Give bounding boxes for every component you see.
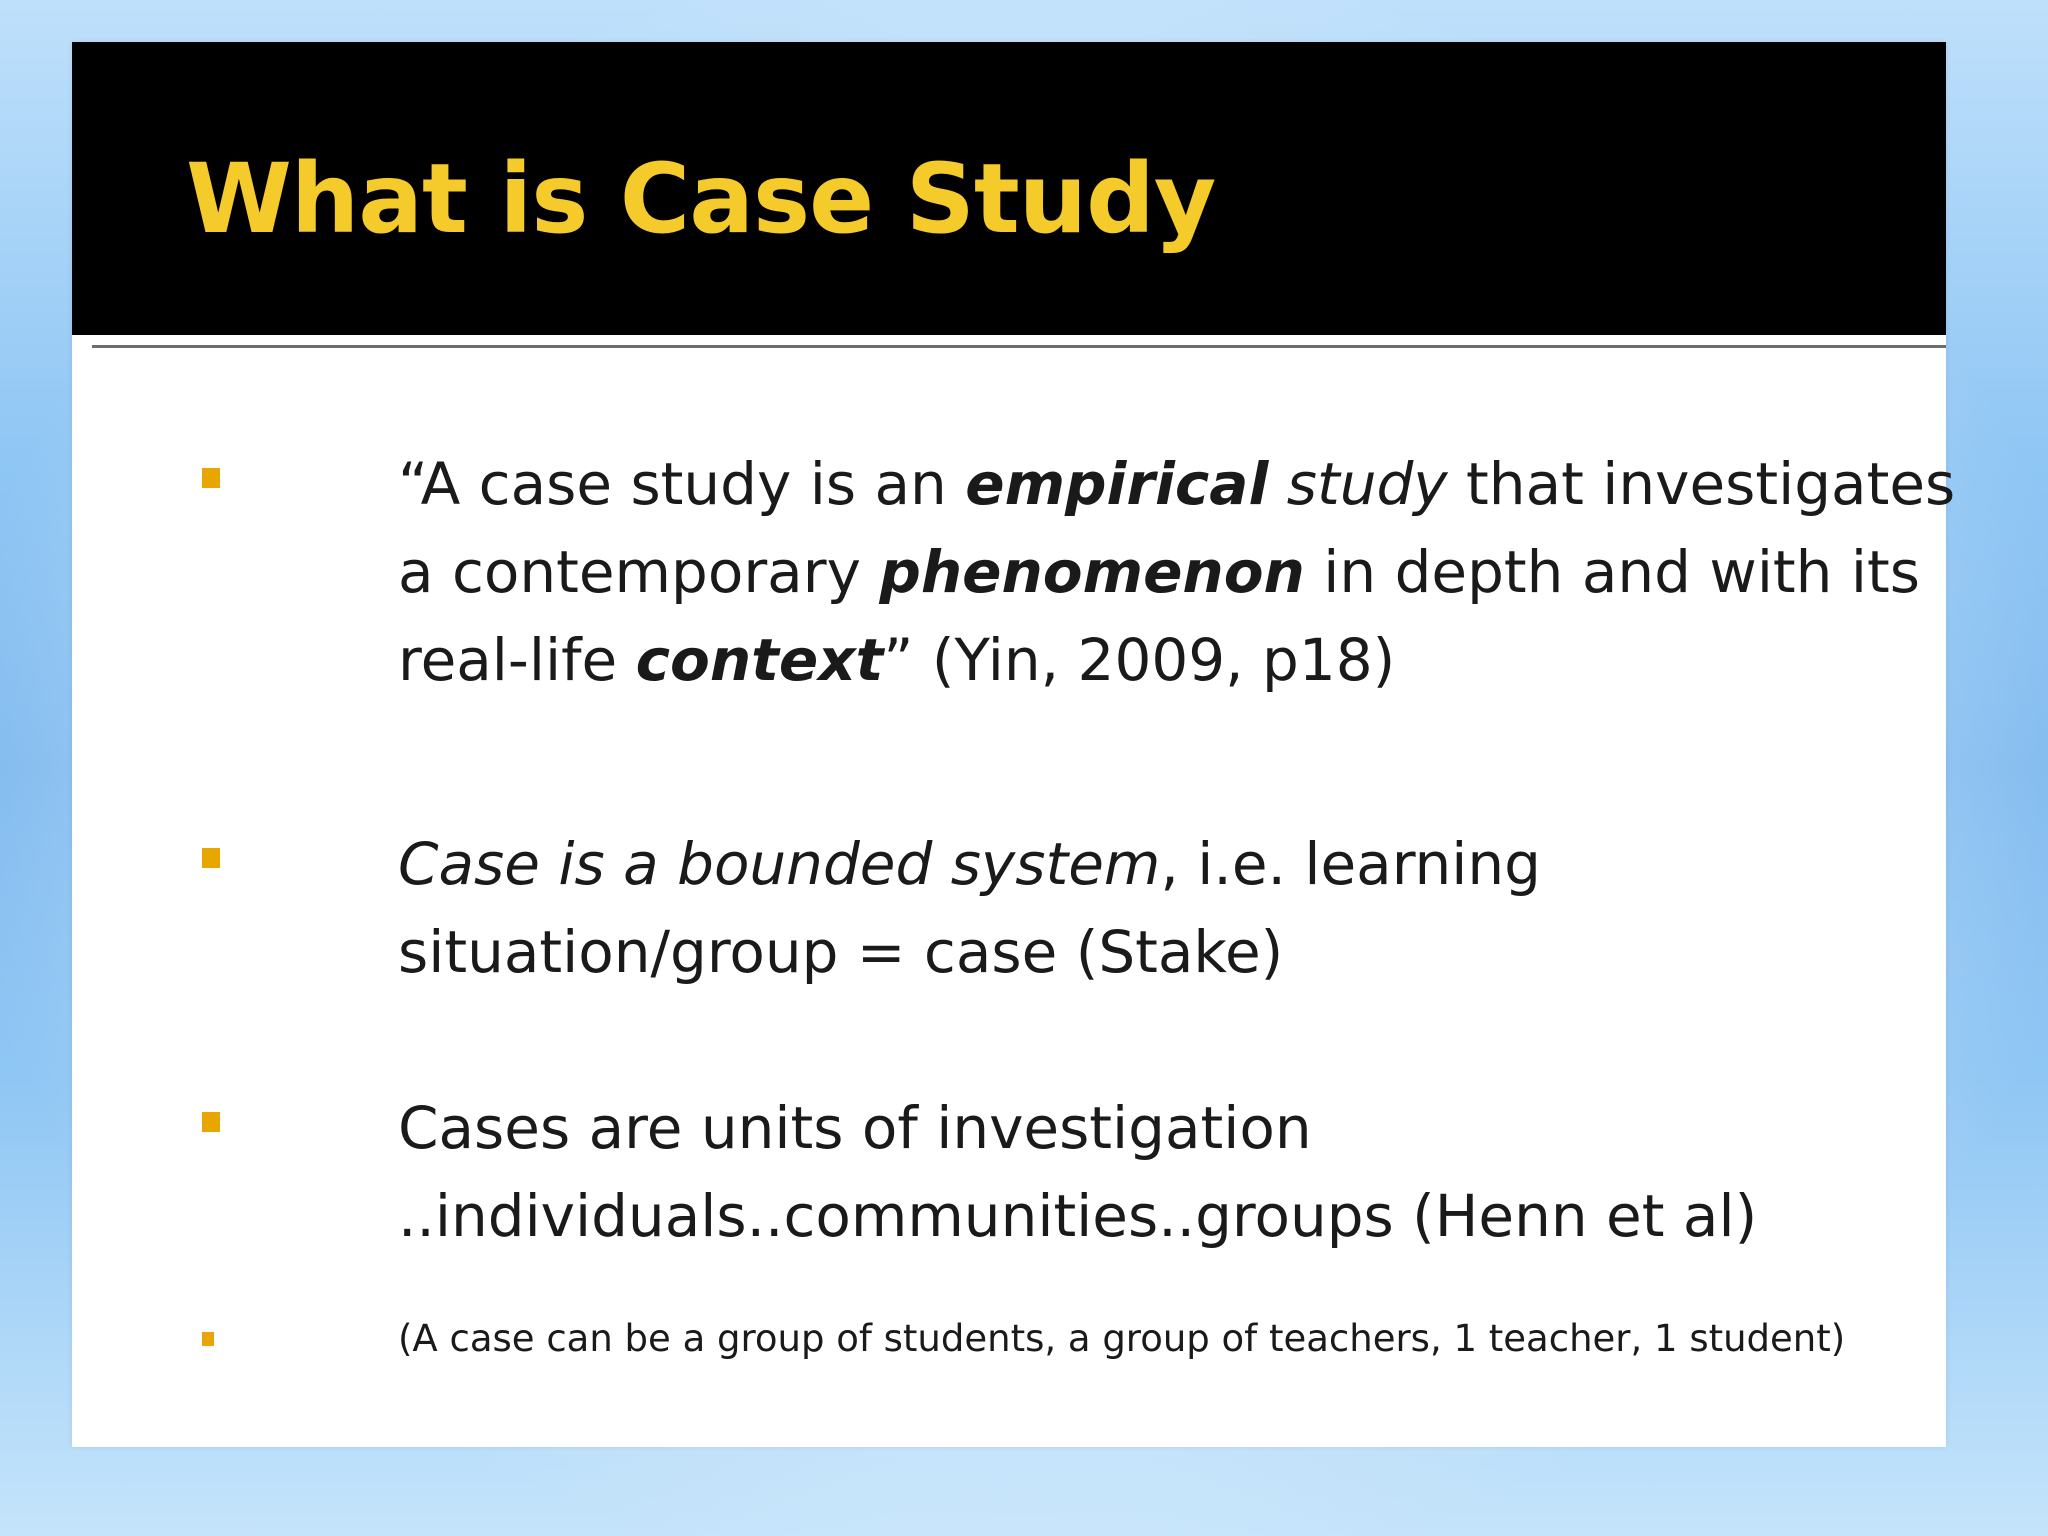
- bullet-text: [398, 440, 1998, 704]
- bullet-line: [398, 1084, 1998, 1172]
- bullet-square-icon: [202, 1332, 214, 1346]
- text-run: a contemporary: [398, 538, 880, 606]
- slide-title: What is Case Study: [186, 143, 1216, 255]
- bullet-square-icon: [202, 468, 220, 488]
- text-run: ” (Yin, 2009, p18): [883, 626, 1396, 694]
- emphasis-text: context: [635, 626, 884, 694]
- slide: [72, 42, 1956, 1447]
- bullet-line: [398, 1172, 1998, 1260]
- text-run: [1268, 450, 1286, 518]
- emphasis-text: empirical: [965, 450, 1269, 518]
- bullet-square-icon: [202, 1112, 220, 1132]
- bullet-text: [398, 1314, 1998, 1364]
- italic-text: study: [1286, 450, 1448, 518]
- bullet-text: [398, 1084, 1998, 1260]
- bullet-line: [398, 616, 1998, 704]
- bullet-square-icon: [202, 848, 220, 868]
- text-run: in depth and with its: [1304, 538, 1920, 606]
- emphasis-text: phenomenon: [879, 538, 1305, 606]
- text-run: Cases are units of investigation: [398, 1094, 1312, 1162]
- text-run: situation/group = case (Stake): [398, 918, 1284, 986]
- text-run: ..individuals..communities..groups (Henn et al): [398, 1182, 1758, 1250]
- text-run: (A case can be a group of students, a group of teachers, 1 teacher, 1 student): [398, 1317, 1846, 1360]
- bullet-text: [398, 820, 1998, 996]
- bullet-list: [72, 42, 1956, 1447]
- bullet-line: [398, 820, 1998, 908]
- bullet-line: [398, 440, 1998, 528]
- text-run: , i.e. learning: [1160, 830, 1541, 898]
- bullet-line: [398, 528, 1998, 616]
- bullet-line: [398, 1314, 1998, 1364]
- text-run: real-life: [398, 626, 636, 694]
- text-run: “A case study is an: [398, 450, 966, 518]
- text-run: that investigates: [1447, 450, 1956, 518]
- italic-text: Case is a bounded system: [398, 830, 1161, 898]
- bullet-line: [398, 908, 1998, 996]
